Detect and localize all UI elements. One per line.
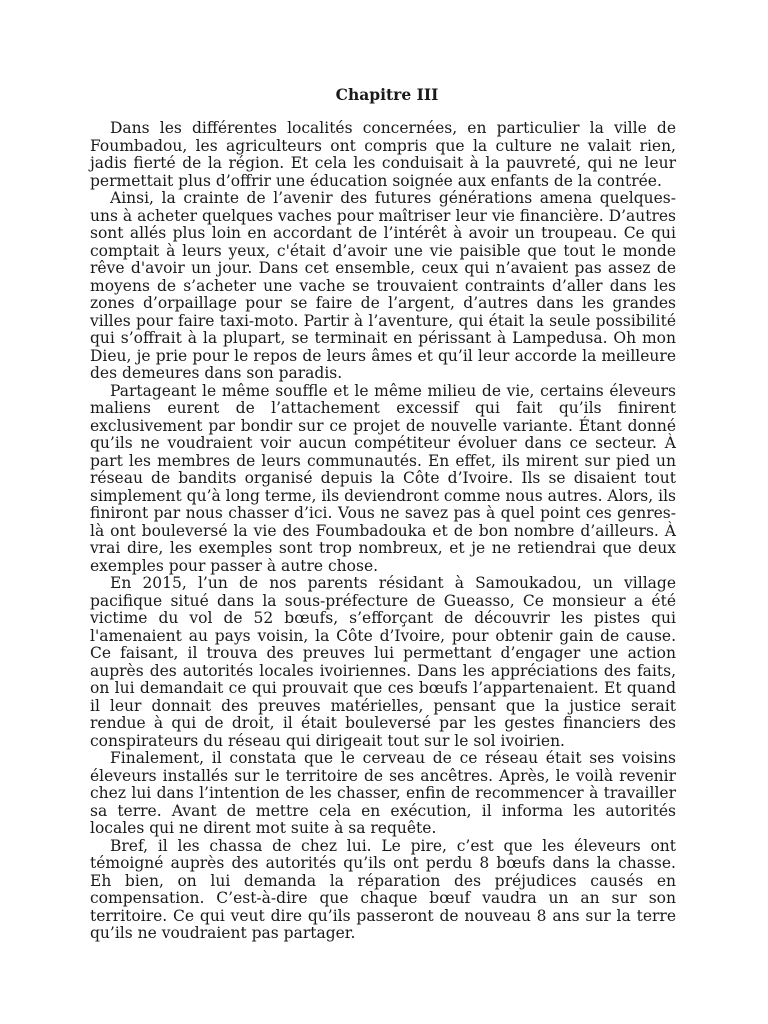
paragraph: Dans les différentes localités concernées, en particulier la ville de Foumbadou, les agriculteurs ont compris que la culture ne valait rien, jadis fierté de la région. Et cela les conduisait à la pauvreté, qui ne leur permettait plus d’offrir une éducation soignée aux enfants de la contrée. (90, 119, 676, 190)
chapter-body (90, 120, 676, 943)
paragraph: Finalement, il constata que le cerveau de ce réseau était ses voisins éleveurs installés sur le territoire de ses ancêtres. Après, le voilà revenir chez lui dans l’intention de les chasser, enfin de recommencer à travailler sa terre. Avant de mettre cela en exécution, il informa les autorités locales qui ne dirent mot suite à sa requête. (90, 749, 676, 837)
paragraph: Ainsi, la crainte de l’avenir des futures générations amena quelques-uns à acheter quelques vaches pour maîtriser leur vie financière. D’autres sont allés plus loin en accordant de l’intérêt à avoir un troupeau. Ce qui comptait à leurs yeux, c'était d’avoir une vie paisible que tout le monde rêve d'avoir un jour. Dans cet ensemble, ceux qui n’avaient pas assez de moyens de s’acheter une vache se trouvaient contraints d’aller dans les zones d’orpaillage pour se faire de l’argent, d’autres dans les grandes villes pour faire taxi-moto. Partir à l’aventure, qui était la seule possibilité qui s’offrait à la plupart, se terminait en périssant à Lampedusa. Oh mon Dieu, je prie pour le repos de leurs âmes et qu’il leur accorde la meilleure des demeures dans son paradis. (90, 189, 676, 382)
chapter-title: Chapitre III (335, 85, 439, 104)
paragraph: En 2015, l’un de nos parents résidant à Samoukadou, un village pacifique situé dans la sous-préfecture de Gueasso, Ce monsieur a été victime du vol de 52 bœufs, s’efforçant de découvrir les pistes qui l'amenaient au pays voisin, la Côte d’Ivoire, pour obtenir gain de cause. Ce faisant, il trouva des preuves lui permettant d’engager une action auprès des autorités locales ivoiriennes. Dans les appréciations des faits, on lui demandait ce qui prouvait que ces bœufs l’appartenaient. Et quand il leur donnait des preuves matérielles, pensant que la justice serait rendue à qui de droit, il était bouleversé par les gestes financiers des conspirateurs du réseau qui dirigeait tout sur le sol ivoirien. (90, 574, 676, 750)
paragraph: Partageant le même souffle et le même milieu de vie, certains éleveurs maliens eurent de l’attachement excessif qui fait qu’ils finirent exclusivement par bondir sur ce projet de nouvelle variante. Étant donné qu’ils ne voudraient voir aucun compétiteur évoluer dans ce secteur. À part les membres de leurs communautés. En effet, ils mirent sur pied un réseau de bandits organisé depuis la Côte d’Ivoire. Ils se disaient tout simplement qu’à long terme, ils deviendront comme nous autres. Alors, ils finiront par nous chasser d’ici. Vous ne savez pas à quel point ces genres-là ont bouleversé la vie des Foumbadouka et de bon nombre d’ailleurs. À vrai dire, les exemples sont trop nombreux, et je ne retiendrai que deux exemples pour passer à autre chose. (90, 381, 676, 575)
paragraph: Bref, il les chassa de chez lui. Le pire, c’est que les éleveurs ont témoigné auprès des autorités qu’ils ont perdu 8 bœufs dans la chasse. Eh bien, on lui demanda la réparation des préjudices causés en compensation. C’est-à-dire que chaque bœuf vaudra un an sur son territoire. Ce qui veut dire qu’ils passeront de nouveau 8 ans sur la terre qu’ils ne voudraient pas partager. (90, 836, 676, 942)
